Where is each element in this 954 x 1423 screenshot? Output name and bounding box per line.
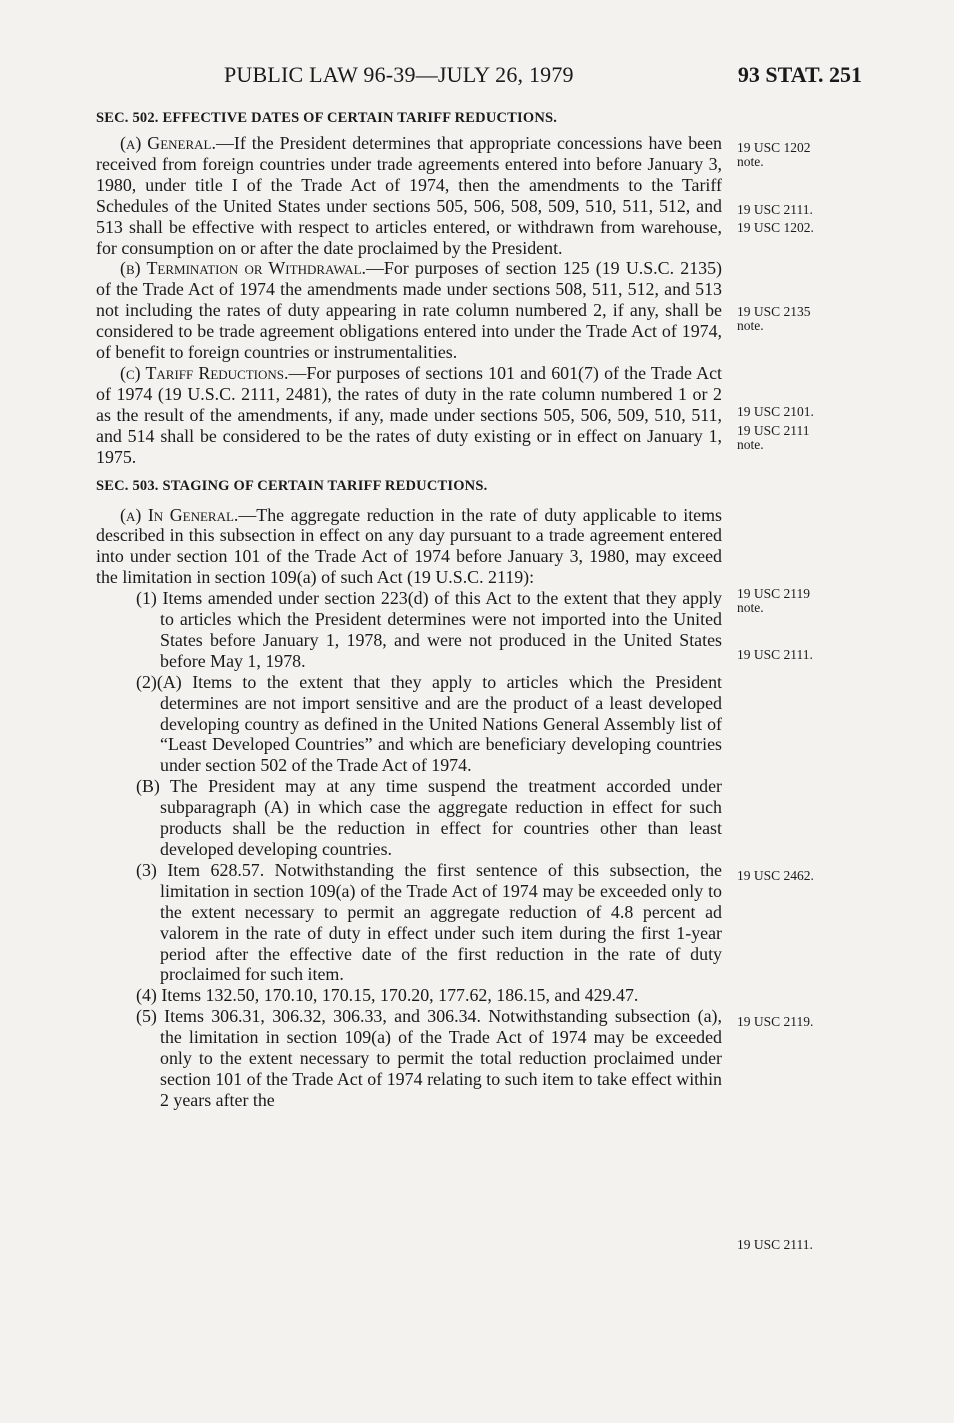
section-502-c-label: (c) Tariff Reductions.: [120, 362, 289, 383]
margin-note: 19 USC 1202.: [737, 220, 814, 235]
margin-note-text: 19 USC 2135: [737, 304, 811, 319]
margin-note: 19 USC 2111.: [737, 202, 813, 217]
margin-note: [737, 424, 810, 452]
margin-note: 19 USC 2119.: [737, 1014, 814, 1029]
margin-note-text: note.: [737, 600, 764, 615]
section-503-item-1: (1) Items amended under section 223(d) of this Act to the extent that they apply to articles which the President determines were not imported into the United States before January 1, 1978, and were not produced in the United States before May 1, 1978.: [136, 588, 722, 671]
section-503-item-5: (5) Items 306.31, 306.32, 306.33, and 306.34. Notwithstanding subsection (a), the limitation in section 109(a) of the Trade Act of 1974 may be exceeded only to the extent necessary to permit the total reduction proclaimed under section 101 of the Trade Act of 1974 relating to such item to take effect within 2 years after the: [136, 1006, 722, 1110]
margin-note: 19 USC 2111.: [737, 1237, 813, 1252]
section-503-item-2a: (2)(A) Items to the extent that they apply to articles which the President determines are not import sensitive and are the product of a least developed developing country as defined in the United Nations General Assembly list of “Least Developed Countries” and which are beneficiary developing countries under section 502 of the Trade Act of 1974.: [136, 671, 722, 776]
section-503-item-2b: (B) The President may at any time suspend the treatment accorded under subparagraph (A) in which case the aggregate reduction in effect for such products shall be the reduction in effect for countries other than least developed developing countries.: [136, 776, 722, 859]
body-text: [96, 110, 722, 1111]
running-head: PUBLIC LAW 96-39—JULY 26, 1979: [224, 62, 574, 87]
section-502-b-text: —For purposes of section 125 (19 U.S.C. 2135) of the Trade Act of 1974 the amendments made under sections 508, 511, 512, and 513 not including the rates of duty appearing in rate column numbered 2, if any, shall be considered to be trade agreement obligations entered into under the Trade Act of 1974, of benefit to foreign countries or instrumentalities.: [96, 258, 722, 363]
section-503-item-3: (3) Item 628.57. Notwithstanding the first sentence of this subsection, the limitation in section 109(a) of the Trade Act of 1974 may be exceeded only to the extent necessary to permit an aggregate reduction of 4.8 percent ad valorem in the rate of duty in effect under such item during the first 1-year period after the effective date of the first reduction in the rate of duty proclaimed for such item.: [136, 859, 722, 985]
section-503-a: [96, 505, 722, 589]
margin-note-text: 19 USC 2111: [737, 423, 810, 438]
section-503-heading: SEC. 503. STAGING OF CERTAIN TARIFF REDUCTIONS.: [96, 477, 488, 494]
margin-note: 19 USC 2101.: [737, 404, 814, 419]
margin-note: [737, 587, 810, 615]
page-header: [96, 62, 866, 92]
margin-note-text: note.: [737, 437, 764, 452]
section-502-b-label: (b) Termination or Withdrawal.: [120, 258, 366, 279]
margin-note-text: 19 USC 1202: [737, 140, 811, 155]
section-502-c-text: —For purposes of sections 101 and 601(7) of the Trade Act of 1974 (19 U.S.C. 2111, 2481), the rates of duty in the rate column numbered 1 or 2 as the result of the amendments, if any, made under sections 505, 506, 509, 510, 511, and 514 shall be considered to be the rates of duty existing or in effect on January 1, 1975.: [96, 362, 723, 467]
section-502-a-text: —If the President determines that appropriate concessions have been received from foreign countries under trade agreements entered into before January 3, 1980, under title I of the Trade Act of 1974, then the amendments to the Tariff Schedules of the United States under sections 505, 506, 508, 509, 510, 511, 512, and 513 shall be effective with respect to articles entered, or withdrawn from warehouse, for consumption on or after the date proclaimed by the President.: [96, 133, 722, 258]
section-503-item-4: (4) Items 132.50, 170.10, 170.15, 170.20, 177.62, 186.15, and 429.47.: [136, 985, 639, 1006]
section-502-a-label: (a) General.: [120, 133, 216, 153]
margin-note: [737, 141, 811, 169]
section-502-c: [96, 363, 722, 468]
margin-note: [737, 305, 811, 333]
section-502-heading: SEC. 502. EFFECTIVE DATES OF CERTAIN TARIFF REDUCTIONS.: [96, 110, 558, 126]
section-503-a-label: (a) In General.: [120, 504, 239, 525]
section-502-b: [96, 258, 722, 363]
stat-reference: 93 STAT. 251: [737, 62, 862, 87]
section-502-a: [96, 133, 722, 258]
margin-note: 19 USC 2111.: [737, 647, 813, 662]
margin-note-text: note.: [737, 154, 764, 169]
margin-note-text: note.: [737, 318, 764, 333]
margin-note: 19 USC 2462.: [737, 868, 814, 883]
section-503-a-text: —The aggregate reduction in the rate of duty applicable to items described in this subsection in effect on any day pursuant to a trade agreement entered into under section 101 of the Trade Act of 1974 before January 3, 1980, may exceed the limitation in section 109(a) of such Act (19 U.S.C. 2119):: [96, 504, 723, 588]
margin-note-text: 19 USC 2119: [737, 586, 811, 601]
